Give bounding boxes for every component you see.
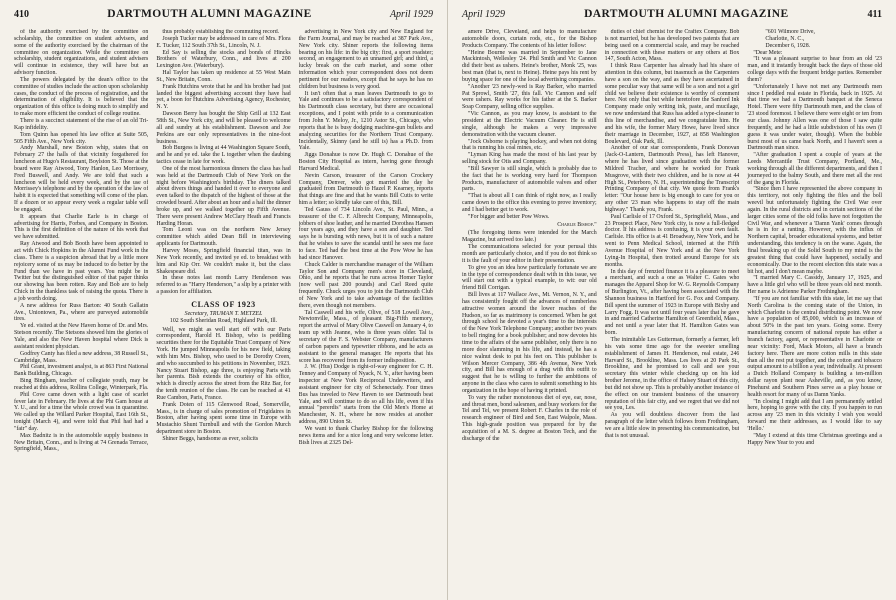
paragraph: Frank Hutchins wrote that he and his brother had just landed the biggest advertising account they have had yet, a boon for Hutchins Advertising Agency, Rochester, N. Y. bbox=[156, 83, 291, 111]
paragraph: Ray Atwood and Bob Booth have been appointed to act with Chick Hopkins in the Alumni Fund work in the class. There is a suspicion abroad that by a little more rejoicery some of us may be induced to do better by the Fund than we have in past years. You might be in Twitter but the distinguished editor of that paper thinks our showing has been rotten. Ray and Bob are to help Chick in the thankless task of raising the quota. There is a job worth doing. bbox=[14, 241, 149, 302]
column-2 bbox=[156, 29, 290, 599]
paragraph: Phil Grant, investment analyst, is at 863 First National Bank Building, Chicago. bbox=[14, 364, 149, 378]
paragraph: Ed Say is selling the stocks and bonds of Hincks Brothers of Waterbury, Conn., and lives at 200 Lexington Ave. (Waterbury). bbox=[156, 49, 291, 70]
paragraph: "After graduation I spent a couple of years at the Leeds Mercantile Trust Company, Portland, Me., working through all the different departments, and then I journeyed to the balmy South, and there met all the rest of the gang in Florida. bbox=[747, 152, 883, 186]
letter-signature: Charlie Bishop." bbox=[557, 221, 597, 228]
paragraph: "Vic Cannon, as you may know, is assistant to the president at the Electric Vacuum Cleaner. He is still single, although he makes a very impressive demonstration with the vacuum cleaner. bbox=[462, 111, 597, 138]
paragraph: "It was a pleasant surprise to hear from an old '23 man, and it instantly brought back the days of those old college days with the frequent bridge parties. Remember them? bbox=[747, 56, 883, 83]
class-heading: CLASS OF 1923 bbox=[191, 299, 256, 309]
paragraph: "Dear Mete: bbox=[753, 49, 783, 56]
right-page bbox=[448, 0, 896, 600]
paragraph: One of the most harmonious dinners the class has had was held at the Dartmouth Club of New York on the night before Washington's birthday. The diners talked about divers things and handed it over to everyone and even talked to the dispatch of the highest of those at the crowded board. After about an hour and a half the dinner broke up, and we walked together up Fifth Avenue. There were present Andrew McClary Heath and Francis Harding Horan. bbox=[156, 165, 291, 227]
paragraph: Tom Leoni was on the northern New Jersey committee which aided Dean Bill in interviewing applicants for Dartmouth. bbox=[156, 227, 291, 248]
paragraph: The powers delegated by the dean's office to the committee of studies include the action upon scholarship cases, the conduct of the process of registration, and the determination of eligibility. It is believed that the organization of this office is doing much to simplify and to make more efficient the conduct of college routine. bbox=[14, 76, 149, 118]
page-number: 410 bbox=[14, 9, 29, 20]
paragraph-list bbox=[299, 29, 433, 446]
paragraph: "Since then I have represented the above company in this territory, not only fighting the files and the boll weevil but unfortunately fighting the Civil War over again. In the rural districts and in certain sections of the larger cities some of the old folks have not forgotten the Civil War, and whenever a 'Damn Yank' comes through he is in for a ranting. However, with the influx of Northern capital, broader educational systems, and better understanding, this tendency is on the wane. Again, the final breaking up of the Solid South to my mind is the greatest thing that could have happened, socially and economically. Due to the recent election this state was a bit hot, and I don't mean maybe. bbox=[747, 186, 883, 275]
paragraph: The inimitable Les Gutterman, formerly a farmer, left his vats some time ago for the sweeter smelling establishment of James H. Henderson, real estate, 246 Harvard St., Brookline, Mass. Les lives at 20 Park St., Brookline, and he promised to call and see your secretary this winter while checking up on his kid brother Jerome, in the office of Halsey Stuart of this city, but did not show up. This is probably another instance of the effect on our transient business of the unsavory reputation of this fair city, and we regret that we did not see you, Les. bbox=[604, 336, 740, 412]
paragraph: Harvey Moses, Springfield financial titan, was in New York recently, and invited ye ed. to breakfast with him and Kip Orr. We couldn't make it, but the class Shakespeare did. bbox=[156, 248, 291, 275]
paragraph: In these notes last month Larry Henderson was referred to as "Harry Henderson," a slip by a printer with a passion for affiliation. bbox=[156, 275, 291, 296]
paragraph: "Lyman King has made the most of his last year by selling stock for Otis and Company. bbox=[462, 152, 597, 166]
paragraph: duties of chief chemist for the Craftex Company. Bob is not married, but he has developed two patents that are being used on a commercial scale, and may be reached in connection with these matters or any others at Box 147, South Acton, Mass. bbox=[604, 29, 740, 63]
paragraph: Jiggs Donahue is now Dr. Hugh C. Donahue of the Boston City Hospital as intern, having gone through Harvard Medical. bbox=[298, 152, 433, 172]
column-3 bbox=[299, 29, 433, 599]
paragraph: Dawson Berry has bought the Ship Grill at 132 East 58th St., New York city, and will be pleased to welcome all and sundry at his establishment. Dawson and Joe Perkins are our only representatives in the nine-foot business. bbox=[156, 111, 291, 145]
paragraph: We want to thank Charley Bishop for the following news items and for a nice long and very welcome letter. Bish lives at 2325 Del- bbox=[298, 425, 433, 446]
running-title: DARTMOUTH ALUMNI MAGAZINE bbox=[107, 8, 312, 20]
paragraph: "I married Mary C. Cassidy, January 17, 1925, and have a little girl who will be three years old next month. Her name is Adrienne Parker Frothingham. bbox=[747, 275, 883, 296]
paragraph: "If you are not familiar with this state, let me say that North Carolina is the coming state of the Union, in which Charlotte is the central distributing point. We now have a population of 85,000, which is an increase of about 50% in the past ten years. Going some. Every manufacturing concern of national repute has either a branch factory, agent, or representative in Charlotte or near vicinity: Ford, Mack Motors, all have a branch factory here. There are more cotton mills in this state than all the rest put together, and the cotton and tobacco output amount to a billion a year, individually. At present a Dutch Holland Company is building a ten-million dollar rayon plant near Asheville, and, as you know, Pinehurst and Southern Pines serve as a play house or health resort for many of us Damn Yanks. bbox=[747, 295, 883, 398]
paragraph: Andy Marshall, new Boston whip, states that on February 27 the halls of that vicinity forgathered for luncheon at Hugo's Restaurant, Boylston St. Those at the board were Ray Atwood, Tony Hanlon, Leo Morrissey, Fred Buswell, and Andy. We are told that such a luncheon will be held every week, and by the use of Morrissey's telephone and by the operation of the law of habit it is expected that something will come of the plan. If a dozen or so appear every week a regular table will be engaged. bbox=[14, 145, 149, 213]
paragraph: A new address for Russ Barton: 40 South Gallatin Ave., Uniontown, Pa., where are purveyed automobile tires. bbox=[14, 302, 149, 323]
paragraph: Hal Taylor has taken up residence at 55 West Main St., New Britain, Conn. bbox=[156, 70, 291, 83]
address-line: "601 Wilmore Drive, bbox=[765, 29, 816, 35]
paragraph: Joseph Tucker may be addressed in care of Mrs. Flora E. Tucker, 112 South 37th St., Lincoln, N. J. bbox=[156, 35, 291, 49]
column-3 bbox=[747, 29, 882, 599]
paragraph: Max Badnitz is in the automobile supply business in New Britain, Conn., and is living at 74 Grenada Terrace, Springfield, Mass., bbox=[14, 432, 149, 453]
paragraph: "Another '23 newly-wed is Ray Barker, who married Pat Sprowl, Smith '27, this fall. Vic Cannon and self were ushers. Ray works for his father at the S. Barker Soap Company, selling office supplies. bbox=[462, 83, 597, 111]
paragraph: Well, we might as well start off with our Paris correspondent, Harold H. Bishop, who is peddling securities there for the Equitable Trust Company of New York. He jumped Minneapolis for his new field, taking with him Mrs. Bishop, who used to be Dorothy Creen, and who succumbed to his petitions in November, 1923. Nancy Stuart Bishop, age three, is enjoying Paris with her parents. Bish extends the courtesy of his office, which is directly across the street from the Ritz Bar, for the tenth reunion of the class. He can be reached at 41 Rue Cambon, Paris, France. bbox=[156, 326, 291, 401]
paragraph: Bing Bingham, teacher of collegiate youth, may be reached at this address, Rollins College, Winterpark, Fla. bbox=[14, 378, 149, 391]
paragraph: Bob Burgess is living at 44 Washington Square South, and he and ye ed. take the L together when the daubing tactics cease in late for work. bbox=[156, 145, 291, 166]
paragraph: The communications selected for your perusal this month are particularly choice, and if you do not think so it is the fault of your editor in their presentation. bbox=[462, 244, 597, 264]
paragraph: It appears that Charlie Earle is in charge of advertising for Harris, Forbes, and Company in Boston. This is the first definition of the nature of his work that we have submitted. bbox=[14, 213, 149, 241]
paragraph: "Heine Bourne was married in September to Jane Mackintosh, Wellesley '24. Phil Smith and Vic Cannon did their best as ushers. Heine's brother, Monk '25, was best man (that is, next to Heine). Heine pays his rent by buying space for one of the local advertising companies. bbox=[462, 49, 597, 83]
column-group bbox=[14, 29, 433, 599]
paragraph: J. W. (Hus) Dodge is right-of-way engineer for C. H. Tenney and Company of Nyack, N. Y., after having been inspector at New York Reciprocal Underwriters, and assistant engineer for city of Schenectady. Four times Bus has traveled to New Haven to see Dartmouth beat Yale, and will continue to do so all his life, even if his annual "pererdis" starts from the Old Men's Home at Manchester, N. H., where he now resides at another address, 890 Union St. bbox=[298, 364, 433, 426]
page-header bbox=[14, 8, 433, 24]
paragraph: amere Drive, Cleveland, and helps to manufacture automobile doors, curtain rods, etc., for the Bishop Products Company. The contents of his letter follow: bbox=[462, 29, 597, 49]
class-secretary-address: 102 South Sheridan Road, Highland Park, Ill. bbox=[169, 317, 278, 324]
running-title: DARTMOUTH ALUMNI MAGAZINE bbox=[584, 8, 789, 20]
paragraph: "For bigger and better Pow Wows. bbox=[468, 213, 550, 220]
paragraph-list bbox=[14, 29, 148, 453]
paragraph: Tal Caswell and his wife, Olive, of 518 Lowell Ave., Newtonville, Mass., of pleasant Big-Fifth memory, report the arrival of Mary Olive Caswell on January 4, to team up with Jeanne, who is three years older. Tal is secretary of the F. S. Webster Company, manufacturers of carbon papers and typewriter ribbons, and he acts as assistant to the general manager. He reports that his score has recovered from its former indisposition. bbox=[298, 309, 433, 364]
paragraph: Another of our star correspondents, Frank Donovan (Jack-O-Lantern, Dartmouth Press), has left Hanover, where he has lived since graduation with the former Mildred Tracher, and where he worked for Frank Musgrove, with their two children, and he is now at 44 High St., Peterboro, N. H., superintending the Transcript Printing Company of that city. We quote from Frank's letter: "Our house here is big enough to care for you or any other '23 man who happens to stay off the main highway." Thank you, Frank. bbox=[604, 145, 740, 213]
issue-date: April 1929 bbox=[389, 9, 433, 20]
paragraph: Nevin Carson, treasurer of the Carson Crockery Company, Denver, who got married the day he graduated from Dartmouth to Hazel P. Kearney, reports that things are fine and that he wants Bill Cutis to write him a letter; so kindly take care of this, Bill. bbox=[298, 172, 433, 207]
paragraph: To give you an idea how particularly fortunate we are in the type of correspondence dealt with in this issue, we will start out with a typical example, to wit: our old friend Bill Corrigan. bbox=[462, 264, 597, 292]
paragraph: advertising in New York city and New England for the Farm Journal, and may be reached at 387 Park Ave., New York city. Shiner reports the following items bearing on his life: in the big city: first, a sport roadster; second, an engagement to an unnamed girl; and third, a lucky break on the curb market, and some other information which your correspondent does not deem pertinent for our readers, except that he says he has no children but business is very good. bbox=[298, 29, 433, 90]
paragraph-list bbox=[747, 50, 882, 447]
paragraph-list bbox=[462, 230, 597, 442]
paragraph: "Unfortunately I have not met any Dartmouth men since I peddled real estate in Florida, back in 1925. At that time we had a Dartmouth banquet at the Seneca Hotel. There were fifty Dartmouth men, and the class of '23 stood foremost. I believe there were eight or ten from our class. Johnny Allen was one of those I saw quite frequently, and he had a little subdivision of his own (I guess it was under water, though). When the bubble burst most of us came back North, and I haven't seen a Dartmouth man since. bbox=[747, 83, 883, 152]
paragraph: Frank Doten of 115 Glenwood Road, Somerville, Mass., is in charge of sales promotion of Frigidaires in Boston, after having spent some time in Europe with Mustachio Shunt Turnbull and with the Gordon Murch department store in Boston. bbox=[156, 401, 291, 436]
paragraph: of the authority exercised by the committee on scholarship, the committee on student advisers, and some of the authority exercised by the chairman of the committee on organization. While the committee on scholarship, student organizations, and student advisers will continue in existence, they will have but an advisory function. bbox=[14, 29, 149, 77]
paragraph: Ted Gauss of 734 Lincoln Ave., St. Paul, Minn., a treasurer of the C. F. Albrecht Company, Minneapolis, jobbers of shoe leather, and he married Dorothea Hansen four years ago, and they have a son and daughter. Ted says he is bursting with news, but it is of such a nature that he wishes to save the scandal until he sees me face to face. Ted had the best time at the Pow Wow he has had since Hanover. bbox=[298, 206, 433, 261]
paragraph: "Bill Sawyer is still single, which is probably due to the fact that he is working very hard for Thompson Products, manufacturer of automobile valves and other parts. bbox=[462, 165, 597, 193]
paragraph: Bill lives at 117 Wallace Ave., Mt. Vernon, N. Y., and has consistently fought off the advances of numberless attractive women around the lower reaches of the Hudson, so far as matrimony is concerned. When he got through school he devoted a year's time to the interests of the New York Telephone Company; another two years to bell ringing for a book publisher; and now devotes his time to the affairs of the same publisher, only there is no more door slamming in his life, and instead, he has a nice walnut desk to put his feet on. This publisher is Wilson Mercer Company, 386 4th Avenue, New York city, and Bill has enough of a drag with this outfit to suggest that he is willing to further the ambitions of anyone in the class who cares to submit something to his organization in the hope of having it printed. bbox=[462, 292, 597, 394]
address-line: Charlotte, N. C., bbox=[765, 35, 805, 42]
column-2 bbox=[605, 29, 740, 599]
paragraph: Phil Cove came down with a light case of scarlet fever late in February. He lives at the Phi Gam house at Y. U., and for a time the whole crowd was in quarantine. We called up the Willard Parker Hospital, East 16th St., tonight (March 4), and were told that Phil had had a "fair" day. bbox=[14, 391, 149, 432]
column-group bbox=[462, 29, 882, 599]
paragraph: Ye ed. visited at the New Haven home of Dr. and Mrs. Stetson recently. The Stetsons showed him the glories of Yale, and also the New Haven hospital where Dick is assistant resident physician. bbox=[14, 323, 149, 350]
paragraph: "In closing I might add that I am permanently settled here, hoping to grow with the city. If you happen to run across any '23 men in this vicinity I wish you would forward me their addresses, as I would like to say 'Hello.' bbox=[747, 398, 883, 432]
paragraph: There is a succinct statement of the rise of an old Tri-Kap infidelity. bbox=[14, 117, 149, 131]
paragraph-list bbox=[462, 29, 597, 221]
paragraph: "That is about all I can think of right now, as I really came down to the office this evening to prove inventory; and I had better get to work. bbox=[462, 193, 597, 213]
paragraph-list bbox=[605, 29, 740, 440]
column-1 bbox=[462, 29, 597, 599]
paragraph: Chuck Calder is merchandise manager of the William Taylor Son and Company men's store in Cleveland, Ohio, and he reports that he runs across Homer Taylor (now well past 200 pounds) and Carl Reed quite frequently. Chuck urges you to join the Dartmouth Club of New York and to take advantage of the facilities there, even though not members. bbox=[298, 261, 433, 309]
paragraph: In this day of frenzied finance it is a pleasure to meet a merchant, and such a one as Walter C. Gates who manages the Apparel Shop for W. G. Reynolds Company of Burlington, Vt., after having been associated with the Shannon business in Hartford for G. Fox and Company. Bill spent the summer of 1923 in Europe with Bixby and Larry Fogg. It was not until four years later that he gave in and married Catherine Hamilton of Greenfield, Mass., and not until a year later that H. Hamilton Gates was born. bbox=[604, 268, 740, 337]
paragraph: As you will doubtless discover from the last paragraph of the letter which follows from Frothingham, we are a little slow in presenting his communication, but that is not unusual. bbox=[604, 412, 740, 439]
paragraph: Tom Quinn has opened his law office at Suite 505, 505 Fifth Ave., New York city. bbox=[14, 131, 149, 145]
paragraph: I think Russ Carpenter has already had his share of attention in this column, but inasmuch as the Carpenters have a son on the way, and as they have ascertained in some peculiar way that same will be a son and not a girl child we believe their existence is worthy of comment here. Not only that but while heretofore the Sanford Ink Company made only writing ink, paste, and mucilage, we now understand that Russ has added a type-cleaner to this line of merchandise, and we congratulate him. He and his wife, the former Mary Howe, have lived since their marriage in December, 1927, at 858 Washington Boulevard, Oak Park, Ill. bbox=[604, 63, 740, 145]
paragraph: Shiner Beggs, handsome as ever, solicits bbox=[162, 436, 259, 442]
page-header bbox=[462, 8, 882, 24]
paragraph: Paul Carlisle of 17 Oxford St., Springfield, Mass., and 23 Prospect Place, New York city, is now a full-fledged doctor. If his address is confusing, it is your own fault. Carlisle. His office is at 41 Broadway, New York, and he went to Penn Medical School, interned at the Fifth Avenue Hospital of New York and at the New York Lying-In Hospital, then trotted around Europe for six months. bbox=[604, 213, 740, 268]
page-number: 411 bbox=[867, 9, 882, 20]
column-1 bbox=[14, 29, 148, 599]
paragraph: Godfrey Canty has filed a new address, 38 Russell St., Cambridge, Mass. bbox=[14, 350, 149, 364]
paragraph: "May I extend at this time Christmas greetings and a Happy New Year to you and bbox=[747, 432, 883, 446]
paragraph: thus probably establishing the commuting record. bbox=[162, 29, 280, 35]
paragraph: "Jock Osborne is playing hockey, and when not doing that is running his coal mines, etc. bbox=[462, 138, 597, 152]
paragraph: To vary the rather monotonous diet of eye, ear, nose, and throat men, bond salesmen, and busy workers for the Tel and Tel, we present Robert F. Charles in the role of research engineer of Bird and Son, East Walpole, Mass. This high-grade position was prepared for by the acquisition of a M. S. degree at Boston Tech, and the discharge of the bbox=[462, 394, 597, 442]
letter-address bbox=[747, 29, 882, 50]
issue-date: April 1929 bbox=[462, 9, 506, 20]
paragraph-list bbox=[156, 29, 290, 296]
paragraph: It isn't often that a man leaves Dartmouth to go to Yale and continues to be a satisfactory correspondent of his Dartmouth class secretary, but there are occasional exceptions, and I point with pride to a communication from John Y. Meloy, Jr., 1210 Astor St., Chicago, who reports that he is busy dodging machine-gun bullets and analyzing securities for the Northern Trust Company. Incidentally, Skinny (and he still is) has a Ph.D. from Yale. bbox=[298, 90, 433, 152]
paragraph-list bbox=[156, 327, 290, 443]
class-secretary: Secretary, TRUMAN T. METZEL bbox=[184, 310, 263, 317]
address-line: December 6, 1928. bbox=[765, 42, 811, 49]
paragraph: (The foregoing items were intended for the March Magazine, but arrived too late.) bbox=[462, 230, 597, 244]
